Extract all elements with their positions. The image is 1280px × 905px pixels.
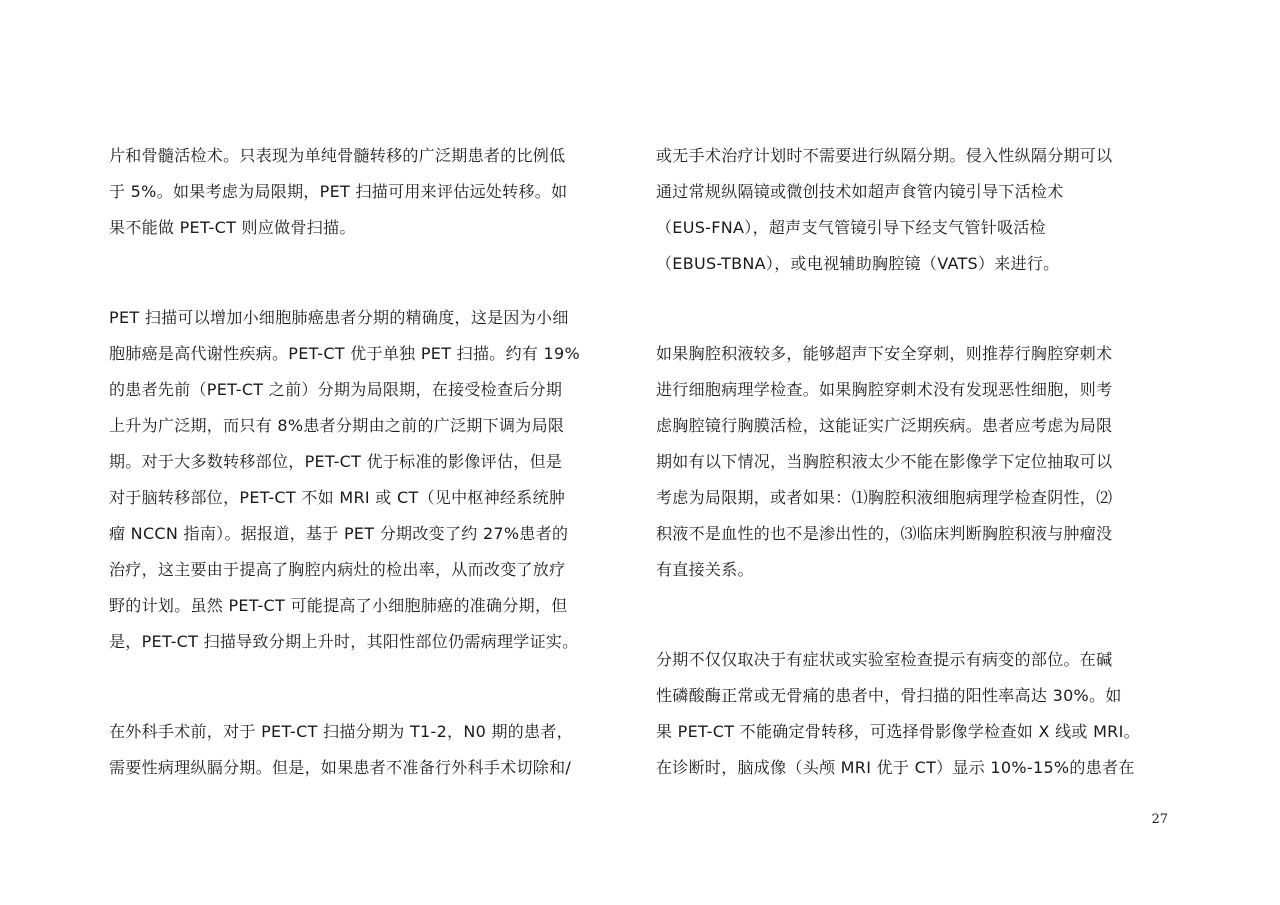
text-line: 在诊断时，脑成像（头颅 MRI 优于 CT）显示 10%-15%的患者在 [656,758,1135,777]
text-line: 对于脑转移部位，PET-CT 不如 MRI 或 CT（见中枢神经系统肿 [109,488,566,507]
text-line: 期如有以下情况，当胸腔积液太少不能在影像学下定位抽取可以 [656,452,1113,471]
text-line: 野的计划。虽然 PET-CT 可能提高了小细胞肺癌的准确分期，但 [109,596,568,615]
text-line: 于 5%。如果考虑为局限期，PET 扫描可用来评估远处转移。如 [109,182,568,201]
paragraph-4 [656,138,1171,282]
paragraph-1 [109,138,624,246]
right-text-column [656,138,1171,786]
text-line: 有直接关系。 [656,560,754,579]
text-line: 治疗，这主要由于提高了胸腔内病灶的检出率，从而改变了放疗 [109,560,566,579]
paragraph-2 [109,300,624,660]
text-line: 通过常规纵隔镜或微创技术如超声食管内镜引导下活检术 [656,182,1064,201]
text-line: 上升为广泛期，而只有 8%患者分期由之前的广泛期下调为局限 [109,416,565,435]
text-line: （EBUS-TBNA），或电视辅助胸腔镜（VATS）来进行。 [656,254,1060,273]
text-line: 分期不仅仅取决于有症状或实验室检查提示有病变的部位。在碱 [656,650,1113,669]
text-line: 是，PET-CT 扫描导致分期上升时，其阳性部位仍需病理学证实。 [109,632,579,651]
page-number: 27 [1151,812,1168,827]
text-line: 需要性病理纵膈分期。但是，如果患者不准备行外科手术切除和/ [109,758,572,777]
text-line: 在外科手术前，对于 PET-CT 扫描分期为 T1-2，N0 期的患者， [109,722,573,741]
text-line: PET 扫描可以增加小细胞肺癌患者分期的精确度，这是因为小细 [109,308,569,327]
text-line: （EUS-FNA），超声支气管镜引导下经支气管针吸活检 [656,218,1046,237]
text-line: 胞肺癌是高代谢性疾病。PET-CT 优于单独 PET 扫描。约有 19% [109,344,581,363]
text-line: 果不能做 PET-CT 则应做骨扫描。 [109,218,356,237]
text-line: 考虑为局限期，或者如果：⑴胸腔积液细胞病理学检查阴性，⑵ [656,488,1113,507]
paragraph-3 [109,714,624,786]
left-text-column [109,138,624,786]
text-line: 或无手术治疗计划时不需要进行纵隔分期。侵入性纵隔分期可以 [656,146,1113,165]
text-line: 进行细胞病理学检查。如果胸腔穿刺术没有发现恶性细胞，则考 [656,380,1113,399]
text-line: 如果胸腔积液较多，能够超声下安全穿刺，则推荐行胸腔穿刺术 [656,344,1113,363]
text-line: 积液不是血性的也不是渗出性的，⑶临床判断胸腔积液与肿瘤没 [656,524,1113,543]
text-line: 的患者先前（PET-CT 之前）分期为局限期，在接受检查后分期 [109,380,563,399]
text-line: 性磷酸酶正常或无骨痛的患者中，骨扫描的阳性率高达 30%。如 [656,686,1122,705]
text-line: 瘤 NCCN 指南）。据报道，基于 PET 分期改变了约 27%患者的 [109,524,569,543]
text-line: 期。对于大多数转移部位，PET-CT 优于标准的影像评估，但是 [109,452,563,471]
paragraph-6 [656,642,1171,786]
text-line: 片和骨髓活检术。只表现为单纯骨髓转移的广泛期患者的比例低 [109,146,566,165]
text-line: 果 PET-CT 不能确定骨转移，可选择骨影像学检查如 X 线或 MRI。 [656,722,1140,741]
paragraph-5 [656,336,1171,588]
text-line: 虑胸腔镜行胸膜活检，这能证实广泛期疾病。患者应考虑为局限 [656,416,1113,435]
